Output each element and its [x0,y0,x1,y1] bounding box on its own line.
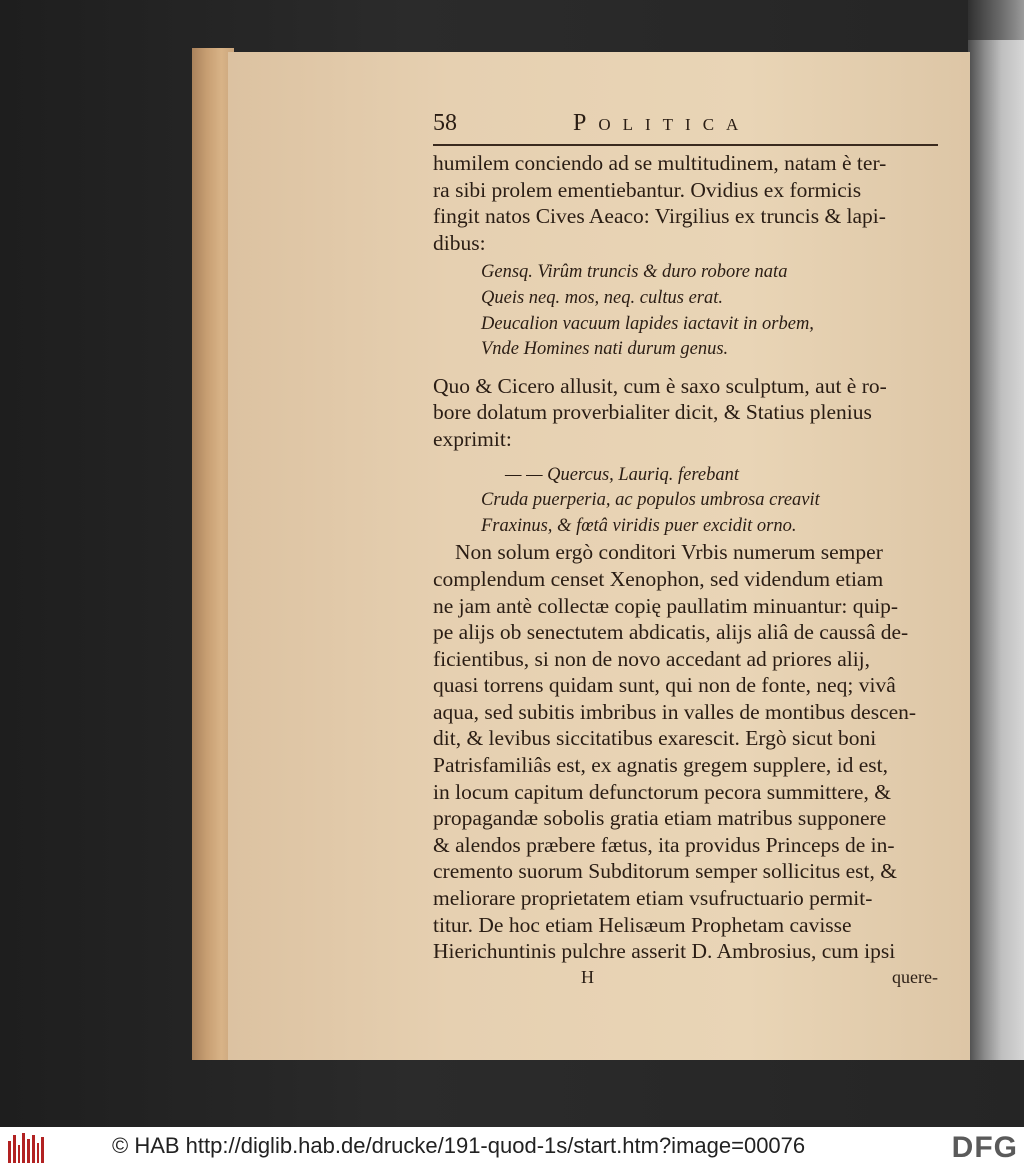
page-text [433,110,938,991]
body-paragraph-3 [433,539,938,965]
verse-line: Cruda puerperia, ac populos umbrosa creavit [481,490,820,511]
text-line: quasi torrens quidam sunt, qui non de fonte, neq; vivâ [433,673,896,698]
signature-mark: H [581,966,594,987]
verse-line: — — Quercus, Lauriq. ferebant [505,464,739,485]
verse-quotation-2 [433,463,938,540]
book-spine-top [968,0,1024,44]
text-line: ficientibus, si non de novo accedant ad priores alij, [433,646,871,671]
running-head-title: Politica [573,110,751,136]
credit-bar [0,1127,1024,1167]
text-line: cremento suorum Subditorum semper sollicitus est, & [433,859,897,884]
body-paragraph-2 [433,373,938,453]
body-paragraph-1 [433,150,938,256]
text-line: fingit natos Cives Aeaco: Virgilius ex truncis & lapi- [433,204,886,229]
text-line: ne jam antè collectæ copię paullatim minuantur: quip- [433,593,899,618]
text-line: dit, & levibus siccitatibus exarescit. Ergò sicut boni [433,726,877,751]
book-spine [968,40,1024,1060]
verse-quotation-1 [433,260,938,362]
verse-line: Queis neq. mos, neq. cultus erat. [481,287,724,308]
text-line: humilem conciendo ad se multitudinem, natam è ter- [433,151,887,175]
text-line: titur. De hoc etiam Helisæum Prophetam cavisse [433,912,852,937]
verse-line: Fraxinus, & fœtâ viridis puer excidit orno. [481,515,797,536]
hab-logo-icon [8,1131,44,1163]
text-line: dibus: [433,230,486,255]
text-line: bore dolatum proverbialiter dicit, & Statius plenius [433,400,872,425]
verse-line: Vnde Homines nati durum genus. [481,339,729,360]
catchword: quere- [892,966,938,987]
text-line: Patrisfamiliâs est, ex agnatis gregem supplere, id est, [433,753,888,778]
verse-line: Gensq. Virûm truncis & duro robore nata [481,262,788,283]
text-line: in locum capitum defunctorum pecora summittere, & [433,779,891,804]
dfg-logo: DFG [951,1131,1018,1164]
text-line: pe alijs ob senectutem abdicatis, alijs aliâ de caussâ de- [433,620,909,645]
text-line: meliorare proprietatem etiam vsufructuario permit- [433,886,873,911]
credit-link[interactable]: © HAB http://diglib.hab.de/drucke/191-quod-1s/start.htm?image=00076 [112,1133,806,1158]
text-line: aqua, sed subitis imbribus in valles de montibus descen- [433,699,917,724]
verse-line: Deucalion vacuum lapides iactavit in orbem, [481,313,814,334]
text-line: Hierichuntinis pulchre asserit D. Ambrosius, cum ipsi [433,939,896,964]
page-number: 58 [433,110,457,136]
page-footer-row [433,965,938,991]
text-line: & alendos præbere fætus, ita providus Princeps de in- [433,832,895,857]
text-line: exprimit: [433,426,512,451]
text-line: Quo & Cicero allusit, cum è saxo sculptum, aut è ro- [433,373,887,398]
text-line: complendum censet Xenophon, sed videndum etiam [433,566,884,591]
text-line: Non solum ergò conditori Vrbis numerum semper [455,540,883,565]
text-line: propagandæ sobolis gratia etiam matribus supponere [433,806,887,831]
text-line: ra sibi prolem ementiebantur. Ovidius ex formicis [433,177,862,202]
running-head [433,110,938,146]
